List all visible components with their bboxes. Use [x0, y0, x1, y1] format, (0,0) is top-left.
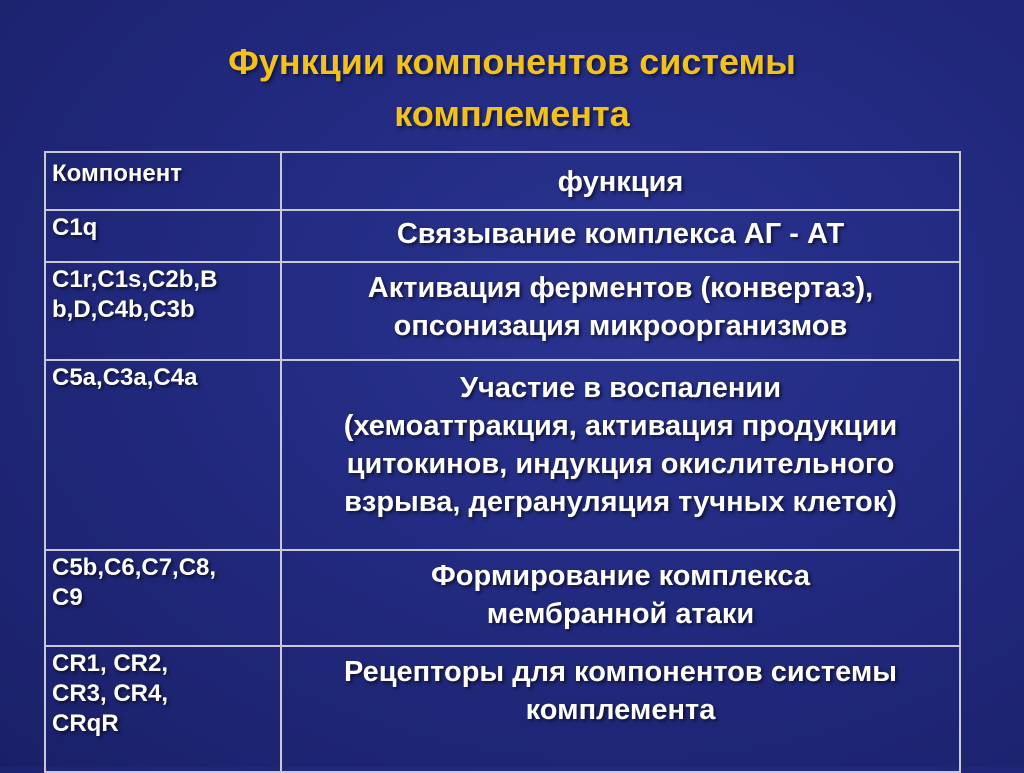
component-cell: CR1, CR2, CR3, CR4, CRqR — [45, 646, 281, 772]
function-cell: Связывание комплекса АГ - АТ — [281, 210, 960, 262]
function-cell: Участие в воспалении (хемоаттракция, активация продукции цитокинов, индукция окислительного взрыва, дегрануляция тучных клеток) — [281, 360, 960, 550]
title-line-2: комплемента — [394, 93, 630, 134]
table-row — [45, 262, 960, 360]
table-row — [45, 210, 960, 262]
table-header-row — [45, 152, 960, 210]
component-cell: С1q — [45, 210, 281, 262]
table-row — [45, 646, 960, 772]
function-cell: Рецепторы для компонентов системы комплемента — [281, 646, 960, 772]
slide-title — [0, 36, 1024, 140]
component-cell: C5a,C3a,C4a — [45, 360, 281, 550]
table-row — [45, 550, 960, 646]
complement-functions-table — [44, 151, 961, 773]
title-line-1: Функции компонентов системы — [228, 41, 796, 82]
header-function: функция — [281, 152, 960, 210]
component-cell: С1r,C1s,C2b,B b,D,C4b,C3b — [45, 262, 281, 360]
function-cell: Активация ферментов (конвертаз), опсонизация микроорганизмов — [281, 262, 960, 360]
component-cell: C5b,C6,C7,C8, C9 — [45, 550, 281, 646]
function-cell: Формирование комплекса мембранной атаки — [281, 550, 960, 646]
header-component: Компонент — [45, 152, 281, 210]
table-row — [45, 360, 960, 550]
